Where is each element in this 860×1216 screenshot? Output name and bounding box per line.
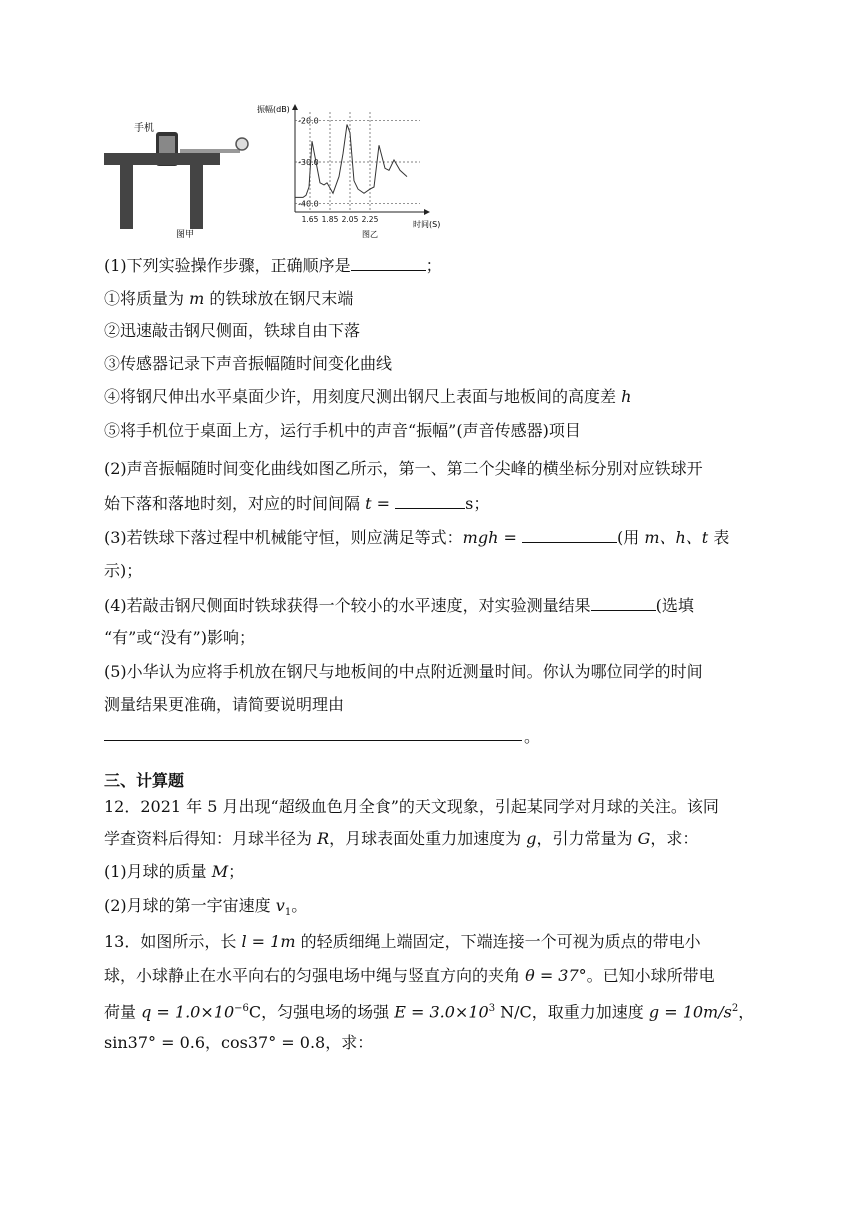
q11-part3-line2: 示)； (104, 561, 143, 580)
figure-b-caption: 图乙 (362, 230, 378, 239)
phone-label: 手机 (134, 123, 154, 134)
q11-step5: ⑤将手机位于桌面上方，运行手机中的声音“振幅”(声音传感器)项目 (104, 421, 581, 440)
q12-line2: 学查资料后得知：月球半径为 R，月球表面处重力加速度为 g，引力常量为 G，求： (104, 829, 699, 848)
q12-part2: (2)月球的第一宇宙速度 $v_1$。 (104, 896, 308, 919)
q11-step3: ③传感器记录下声音振幅随时间变化曲线 (104, 354, 393, 373)
section-heading: 三、计算题 (104, 771, 185, 790)
y-tick-label: -40.0 (298, 199, 319, 209)
x-axis-arrow (424, 209, 430, 215)
answer-blank[interactable] (395, 493, 465, 509)
y-axis-arrow (292, 104, 298, 110)
q11-part2-line1: (2)声音振幅随时间变化曲线如图乙所示，第一、第二个尖峰的横坐标分别对应铁球开 (104, 459, 703, 478)
answer-blank[interactable] (351, 255, 426, 271)
y-tick-label: -20.0 (298, 116, 319, 126)
q13-line2: 球，小球静止在水平向右的匀强电场中绳与竖直方向的夹角 θ = 37°。已知小球所带电 (104, 966, 715, 985)
x-tick-label: 1.85 (321, 215, 339, 224)
y-tick-label: -30.0 (298, 158, 319, 167)
answer-blank-long[interactable] (104, 740, 522, 741)
q12-part1: (1)月球的质量 M； (104, 862, 245, 881)
y-axis-label: 振幅(dB) (257, 105, 290, 114)
q11-part1: (1)下列实验操作步骤，正确顺序是 ； (104, 256, 442, 275)
q12-line1: 12．2021 年 5 月出现“超级血色月全食”的天文现象，引起某同学对月球的关注。该同 (104, 797, 719, 816)
q11-part5-line2: 测量结果更准确，请简要说明理由 (104, 695, 345, 714)
q11-part2-line2: 始下落和落地时刻，对应的时间间隔 t = s； (104, 494, 490, 513)
q13-line4: sin37° = 0.6，cos37° = 0.8，求： (104, 1033, 374, 1052)
figure-a-caption: 图甲 (176, 230, 195, 240)
q11-part5-end: 。 (524, 727, 541, 746)
answer-blank[interactable] (522, 527, 617, 543)
q11-part4-line1: (4)若敲击钢尺侧面时铁球获得一个较小的水平速度，对实验测量结果 (选填 (104, 596, 694, 615)
steel-ruler (180, 149, 240, 153)
figure-a (100, 110, 260, 240)
q13-line3: 荷量 $q = 1.0\times 10^{-6}C$，匀强电场的场强 $E = 3.0\times 10^3$ N/C，取重力加速度 $g = 10m/s^2$， (104, 1002, 755, 1022)
x-tick-label: 2.25 (361, 215, 379, 224)
q11-step1: ①将质量为 m 的铁球放在钢尺末端 (104, 289, 354, 308)
q11-step2: ②迅速敲击钢尺侧面，铁球自由下落 (104, 321, 361, 340)
x-tick-label: 2.05 (341, 215, 359, 224)
amplitude-chart (255, 100, 450, 240)
x-axis-label: 时间(S) (413, 220, 441, 229)
q11-part3-line1: (3)若铁球下落过程中机械能守恒，则应满足等式：mgh = (用 m、h、t 表 (104, 528, 730, 547)
answer-blank[interactable] (591, 595, 656, 611)
q11-part4-line2: “有”或“没有”)影响； (104, 628, 255, 647)
q11-part5-line1: (5)小华认为应将手机放在钢尺与地板间的中点附近测量时间。你认为哪位同学的时间 (104, 662, 703, 681)
q11-step4: ④将钢尺伸出水平桌面少许，用刻度尺测出钢尺上表面与地板间的高度差 h (104, 387, 632, 406)
q13-line1: 13．如图所示，长 l = 1m 的轻质细绳上端固定，下端连接一个可视为质点的带电小 (104, 932, 701, 951)
iron-ball (236, 138, 248, 150)
table (104, 153, 220, 229)
x-tick-label: 1.65 (301, 215, 319, 224)
